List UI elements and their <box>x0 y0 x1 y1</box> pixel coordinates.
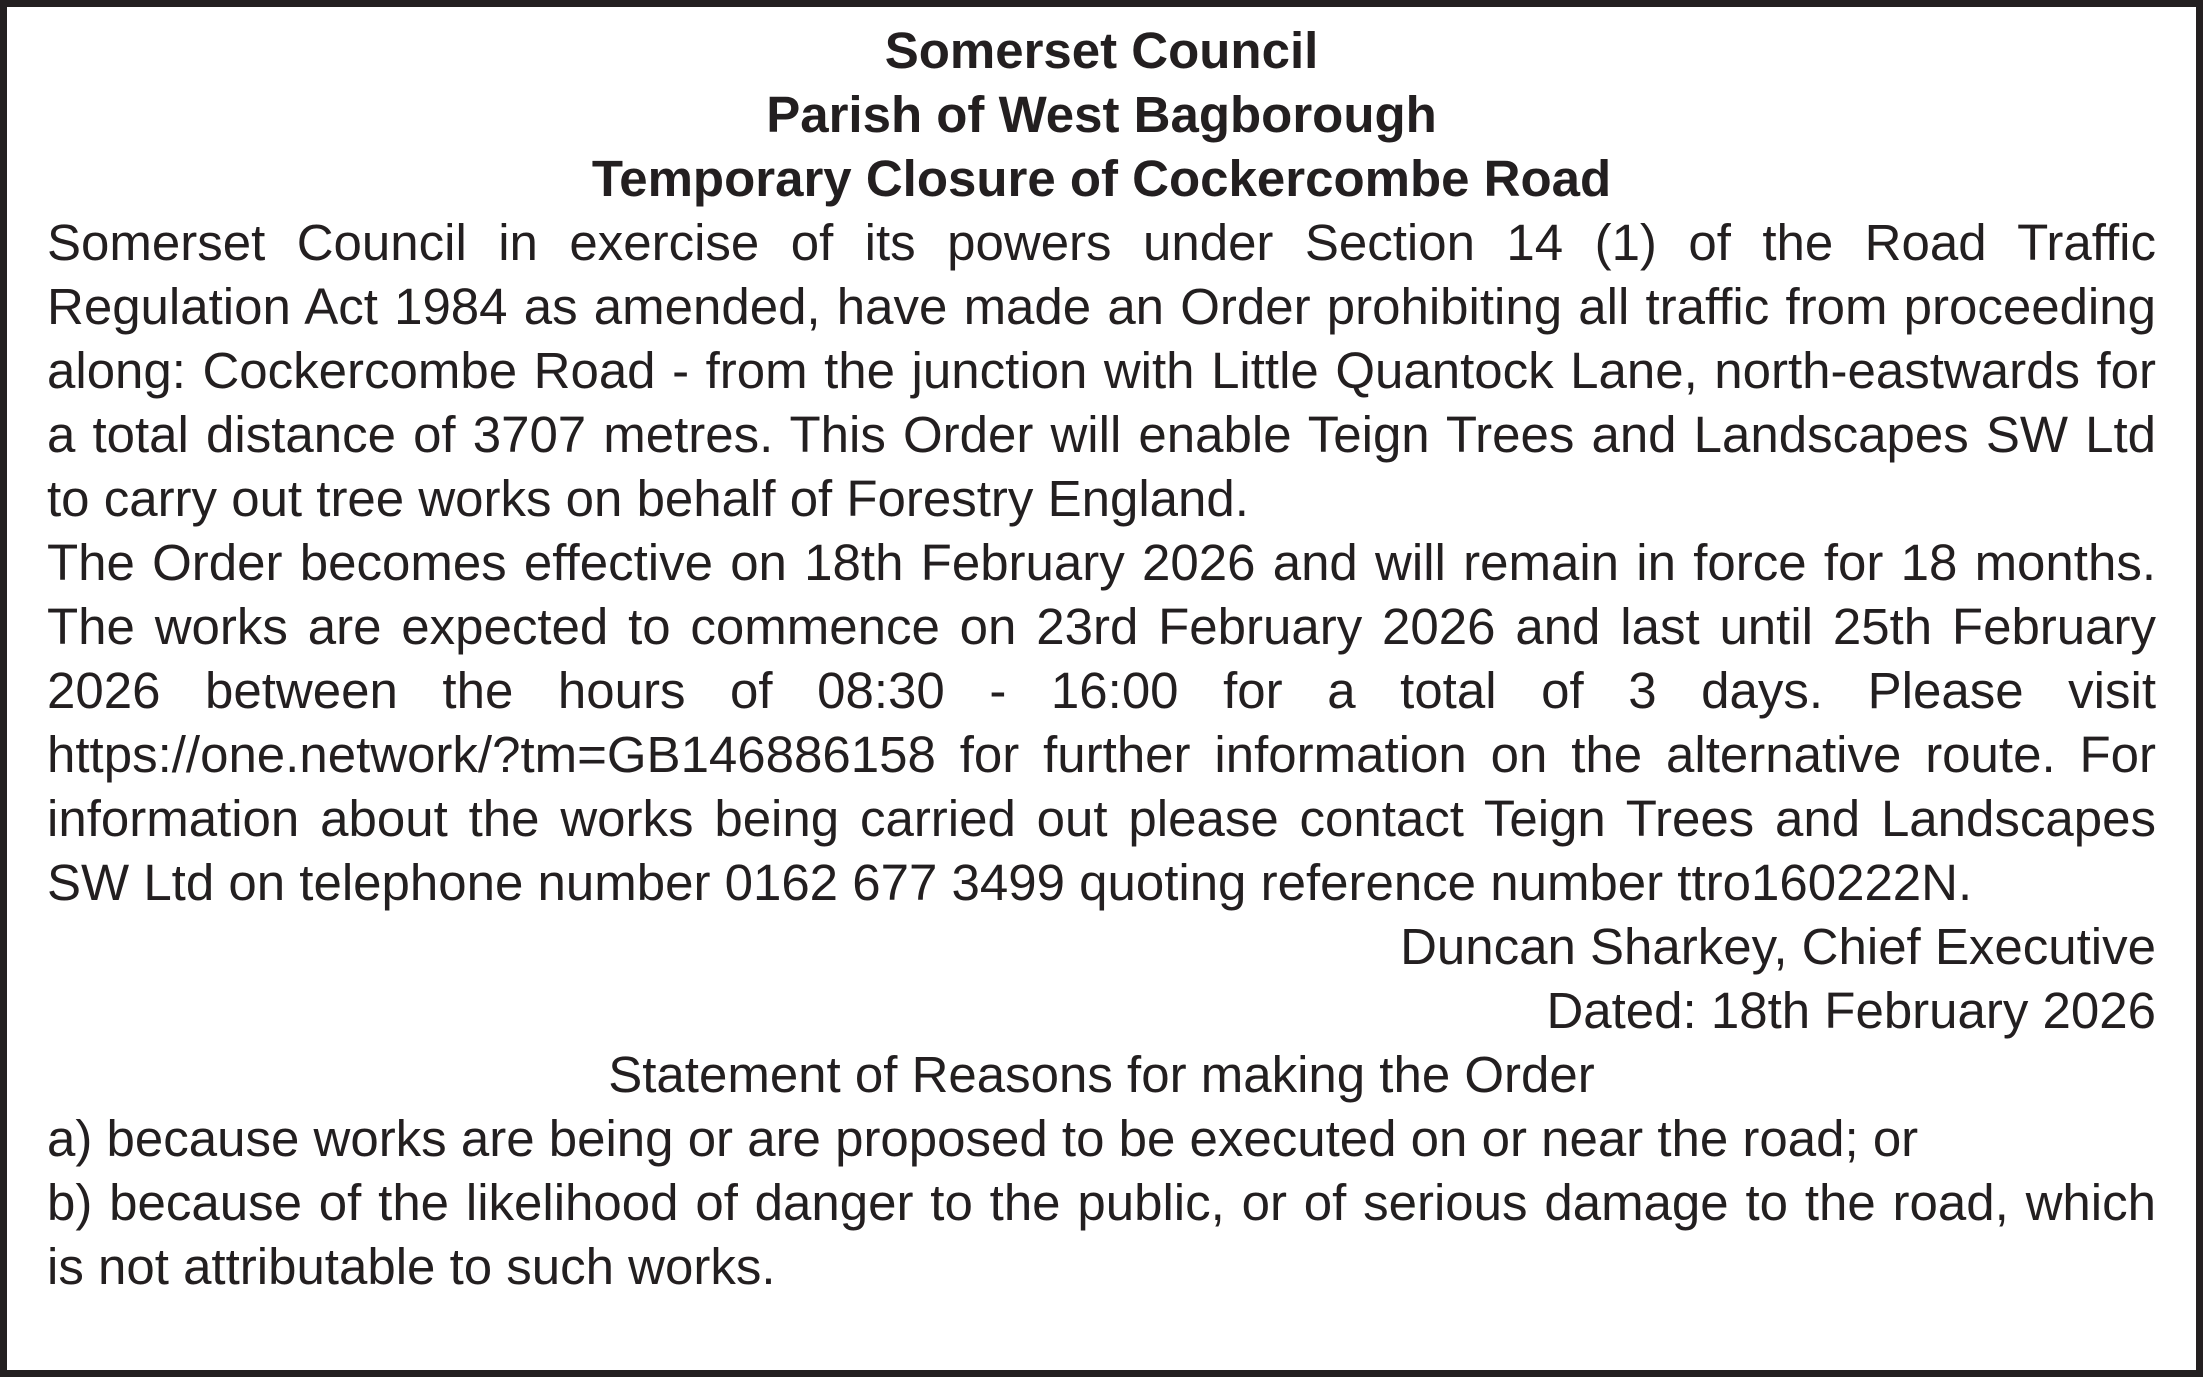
dated-line: Dated: 18th February 2026 <box>1546 982 2156 1039</box>
reason-b: b) because of the likelihood of danger to the public, or of serious damage to the road, which is not attributable to such works. <box>47 1174 2156 1295</box>
effective-dates-paragraph: The Order becomes effective on 18th February 2026 and will remain in force for 18 months. The works are expected to commence on 23rd February 2026 and last until 25th February 2026 between the hours of 08:30 - 16:00 for a total of 3 days. Please visit https://one.network/?tm=GB146886158 for further information on the alternative route. For information about the works being carried out please contact Teign Trees and Landscapes SW Ltd on telephone number 0162 677 3499 quoting reference number ttro160222N. <box>47 534 2156 911</box>
signatory: Duncan Sharkey, Chief Executive <box>1400 918 2156 975</box>
council-name-heading: Somerset Council <box>884 22 1319 79</box>
reasons-title: Statement of Reasons for making the Order <box>608 1046 1595 1103</box>
parish-heading: Parish of West Bagborough <box>766 86 1437 143</box>
closure-title-heading: Temporary Closure of Cockercombe Road <box>591 150 1612 207</box>
order-paragraph: Somerset Council in exercise of its powers under Section 14 (1) of the Road Traffic Regulation Act 1984 as amended, have made an Order prohibiting all traffic from proceeding along: Cockercombe Road - from the junction with Little Quantock Lane, north-eastwards for a total distance of 3707 metres. This Order will enable Teign Trees and Landscapes SW Ltd to carry out tree works on behalf of Forestry England. <box>47 214 2156 527</box>
reason-a: a) because works are being or are proposed to be executed on or near the road; or <box>47 1110 1919 1167</box>
